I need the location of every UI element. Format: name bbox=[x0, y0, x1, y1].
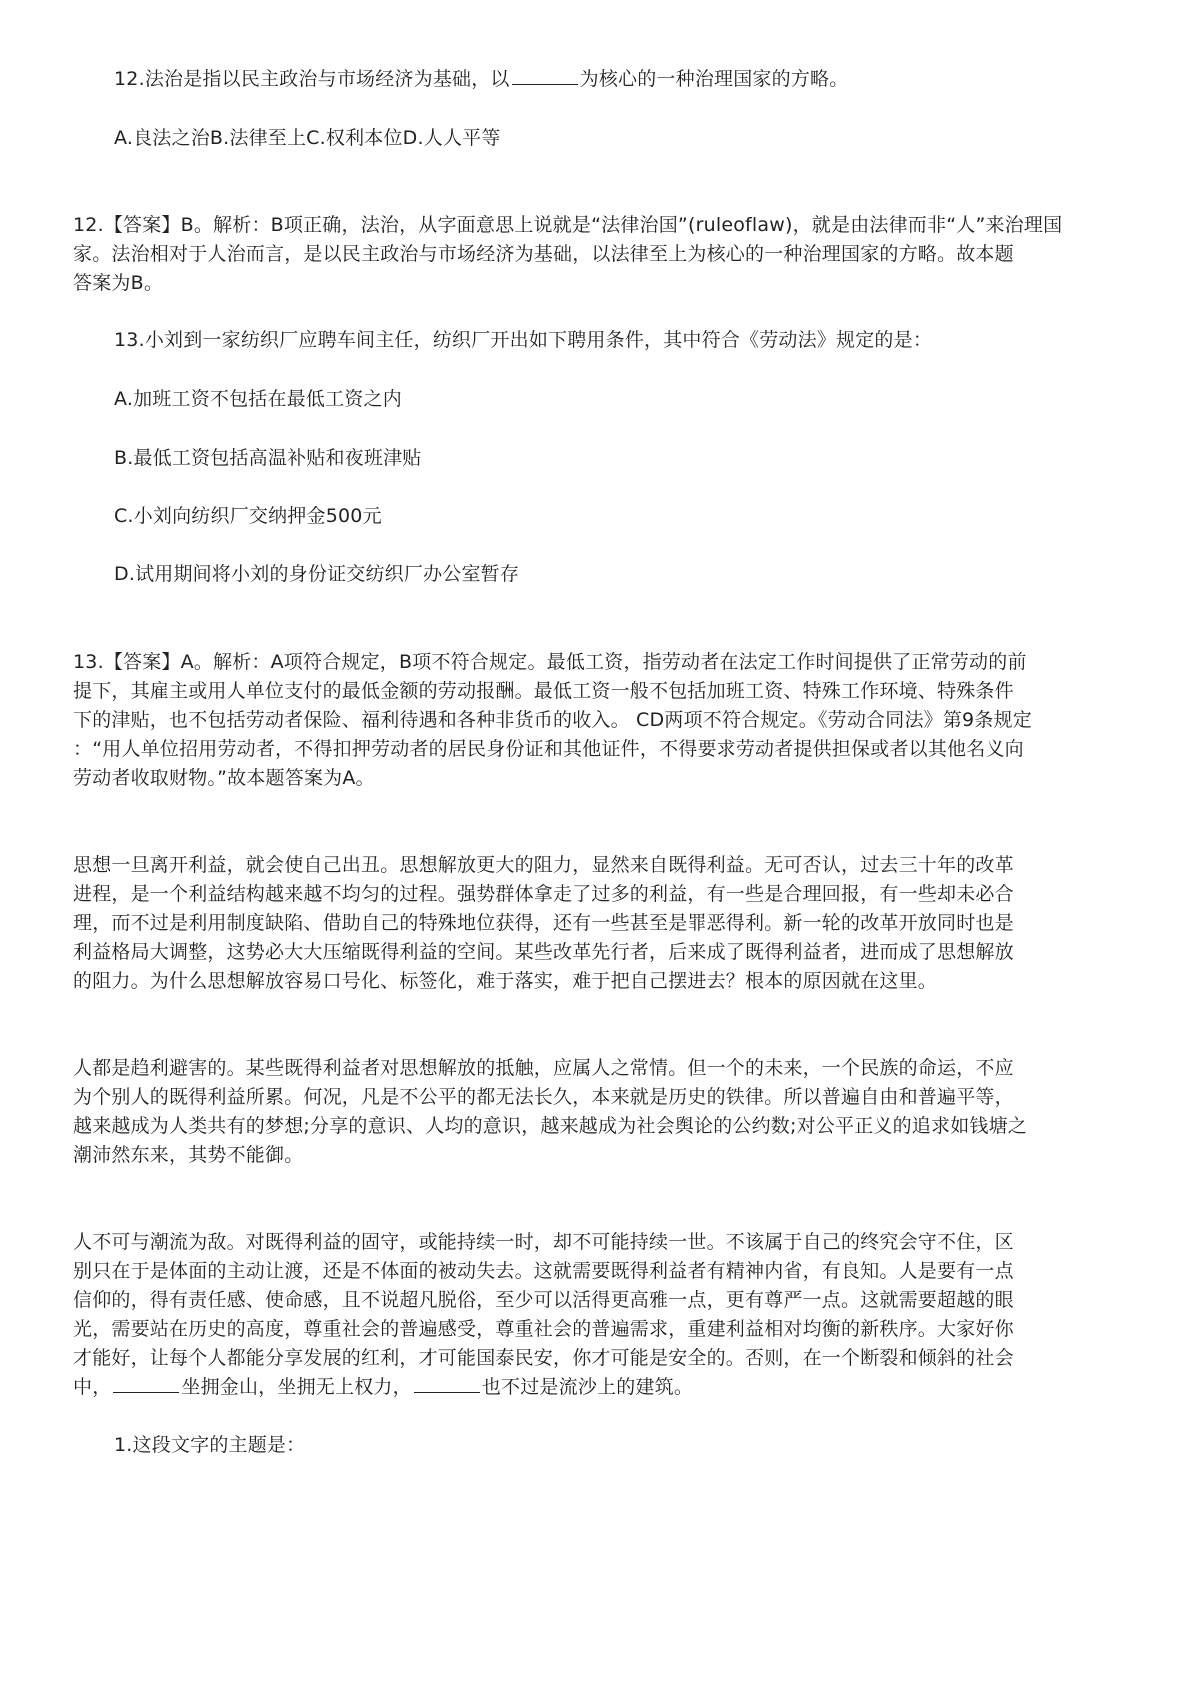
passage-p3-line-5: 才能好，让每个人都能分享发展的红利，才可能国泰民安，你才可能是安全的。否则，在一个断裂和倾斜的社会 bbox=[73, 1347, 1014, 1369]
q13-answer-line-4: ：“用人单位招用劳动者，不得扣押劳动者的居民身份证和其他证件，不得要求劳动者提供担保或者以其他名义向 bbox=[73, 738, 1024, 760]
q12-answer-line-1: 12.【答案】B。解析：B项正确，法治，从字面意思上说就是“法律治国”(ruleoflaw)，就是由法律而非“人”来治理国 bbox=[73, 214, 1063, 236]
answer-blank bbox=[113, 1374, 179, 1393]
passage-p2-line-4: 潮沛然东来，其势不能御。 bbox=[73, 1144, 304, 1166]
passage-p1-line-3: 理，而不过是利用制度缺陷、借助自己的特殊地位获得，还有一些甚至是罪恶得利。新一轮的改革开放同时也是 bbox=[73, 912, 1014, 934]
passage-p2-line-2: 为个别人的既得利益所累。何况，凡是不公平的都无法长久，本来就是历史的铁律。所以普遍自由和普遍平等， bbox=[73, 1086, 1014, 1108]
q13-answer-line-2: 提下，其雇主或用人单位支付的最低金额的劳动报酬。最低工资一般不包括加班工资、特殊工作环境、特殊条件 bbox=[73, 680, 1014, 702]
passage-p3-line-6: 中， 坐拥金山，坐拥无上权力， 也不过是流沙上的建筑。 bbox=[73, 1376, 694, 1398]
passage-p3-line-1: 人不可与潮流为敌。对既得利益的固守，或能持续一时，却不可能持续一世。不该属于自己的终究会守不住，区 bbox=[73, 1231, 1014, 1253]
q1-question: 1.这段文字的主题是： bbox=[114, 1434, 306, 1456]
passage-p2-line-1: 人都是趋利避害的。某些既得利益者对思想解放的抵触，应属人之常情。但一个的未来，一个民族的命运，不应 bbox=[73, 1057, 1014, 1079]
passage-p2-line-3: 越来越成为人类共有的梦想;分享的意识、人均的意识，越来越成为社会舆论的公约数;对公平正义的追求如钱塘之 bbox=[73, 1115, 1028, 1137]
passage-p1-line-2: 进程，是一个利益结构越来越不均匀的过程。强势群体拿走了过多的利益，有一些是合理回报，有一些却未必合 bbox=[73, 883, 1014, 905]
passage-p1-line-4: 利益格局大调整，这势必大大压缩既得利益的空间。某些改革先行者，后来成了既得利益者，进而成了思想解放 bbox=[73, 941, 1014, 963]
q12-question: 12.法治是指以民主政治与市场经济为基础，以 为核心的一种治理国家的方略。 bbox=[114, 68, 849, 90]
q12-answer-line-2: 家。法治相对于人治而言，是以民主政治与市场经济为基础，以法律至上为核心的一种治理国家的方略。故本题 bbox=[73, 243, 1014, 265]
q12-answer-line-3: 答案为B。 bbox=[73, 272, 164, 294]
q12-options: A.良法之治B.法律至上C.权利本位D.人人平等 bbox=[114, 127, 501, 149]
passage-p3-line-2: 别只在于是体面的主动让渡，还是不体面的被动失去。这就需要既得利益者有精神内省，有良知。人是要有一点 bbox=[73, 1260, 1014, 1282]
passage-p1-line-1: 思想一旦离开利益，就会使自己出丑。思想解放更大的阻力，显然来自既得利益。无可否认，过去三十年的改革 bbox=[73, 854, 1014, 876]
q13-answer-line-3: 下的津贴，也不包括劳动者保险、福利待遇和各种非货币的收入。 CD两项不符合规定。《劳动合同法》第9条规定 bbox=[73, 709, 1032, 731]
q13-answer-line-5: 劳动者收取财物。”故本题答案为A。 bbox=[73, 767, 375, 789]
q13-option-c: C.小刘向纺织厂交纳押金500元 bbox=[114, 505, 382, 527]
q13-option-b: B.最低工资包括高温补贴和夜班津贴 bbox=[114, 447, 422, 469]
passage-p1-line-5: 的阻力。为什么思想解放容易口号化、标签化，难于落实，难于把自己摆进去？根本的原因就在这里。 bbox=[73, 970, 938, 992]
q13-answer-line-1: 13.【答案】A。解析：A项符合规定，B项不符合规定。最低工资，指劳动者在法定工作时间提供了正常劳动的前 bbox=[73, 651, 1027, 673]
q13-question: 13.小刘到一家纺织厂应聘车间主任，纺织厂开出如下聘用条件，其中符合《劳动法》规定的是： bbox=[114, 329, 933, 351]
answer-blank bbox=[414, 1374, 480, 1393]
passage-p3-line-4: 光，需要站在历史的高度，尊重社会的普遍感受，尊重社会的普遍需求，重建利益相对均衡的新秩序。大家好你 bbox=[73, 1318, 1014, 1340]
answer-blank bbox=[512, 66, 578, 85]
q13-option-a: A.加班工资不包括在最低工资之内 bbox=[114, 388, 402, 410]
q13-option-d: D.试用期间将小刘的身份证交纺织厂办公室暂存 bbox=[114, 563, 520, 585]
passage-p3-line-3: 信仰的，得有责任感、使命感，且不说超凡脱俗，至少可以活得更高雅一点，更有尊严一点。这就需要超越的眼 bbox=[73, 1289, 1014, 1311]
